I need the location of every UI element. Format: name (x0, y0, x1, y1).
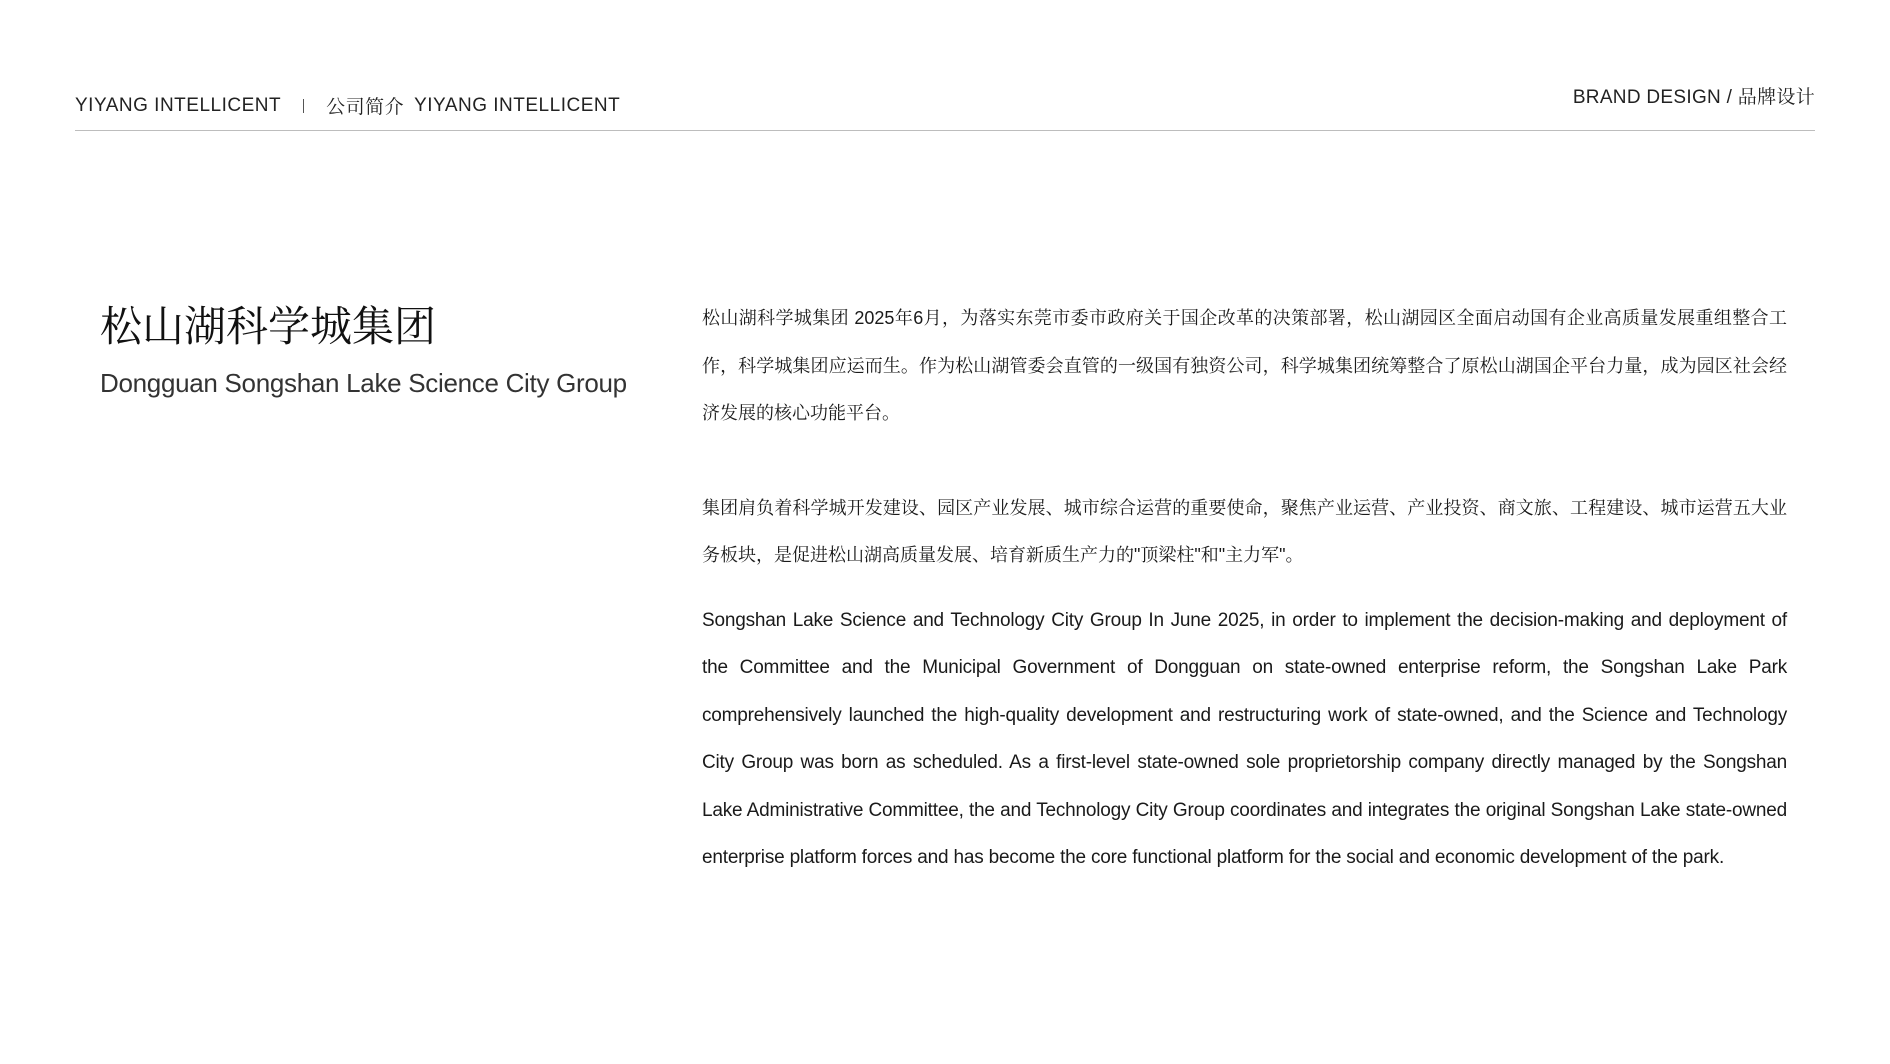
section-title-en: YIYANG INTELLICENT (414, 94, 621, 116)
paragraph-en-intro: Songshan Lake Science and Technology City Group In June 2025, in order to implement the decision-making and deployment of the Committee and the Municipal Government of Dongguan on state-owned enterprise reform, the Songshan Lake Park comprehensively launched the high-quality development and restructuring work of state-owned, and the Science and Technology City Group was born as scheduled. As a first-level state-owned sole proprietorship company directly managed by the Songshan Lake Administrative Committee, the and Technology City Group coordinates and integrates the original Songshan Lake state-owned enterprise platform forces and has become the core functional platform for the social and economic development of the park. (702, 609, 1787, 868)
brand-design-label: BRAND DESIGN / 品牌设计 (1572, 87, 1815, 108)
section-title-cn: 公司简介 (326, 97, 405, 118)
company-name-en: Dongguan Songshan Lake Science City Group (100, 368, 627, 398)
company-description (702, 295, 1787, 882)
page-header (75, 78, 1815, 131)
header-left (75, 92, 620, 119)
paragraph-cn-mission: 集团肩负着科学城开发建设、园区产业发展、城市综合运营的重要使命，聚焦产业运营、产业投资、商文旅、工程建设、城市运营五大业务板块，是促进松山湖高质量发展、培育新质生产力的"顶梁柱"和"主力军"。 (702, 497, 1787, 565)
company-name-cn: 松山湖科学城集团 (100, 303, 437, 350)
brand-name: YIYANG INTELLICENT (75, 94, 282, 116)
company-title-block (100, 300, 660, 400)
header-divider (303, 99, 304, 113)
paragraph-cn-intro: 松山湖科学城集团 2025年6月，为落实东莞市委市政府关于国企改革的决策部署，松山湖园区全面启动国有企业高质量发展重组整合工作，科学城集团应运而生。作为松山湖管委会直管的一级国有独资公司，科学城集团统筹整合了原松山湖国企平台力量，成为园区社会经济发展的核心功能平台。 (702, 308, 1787, 423)
